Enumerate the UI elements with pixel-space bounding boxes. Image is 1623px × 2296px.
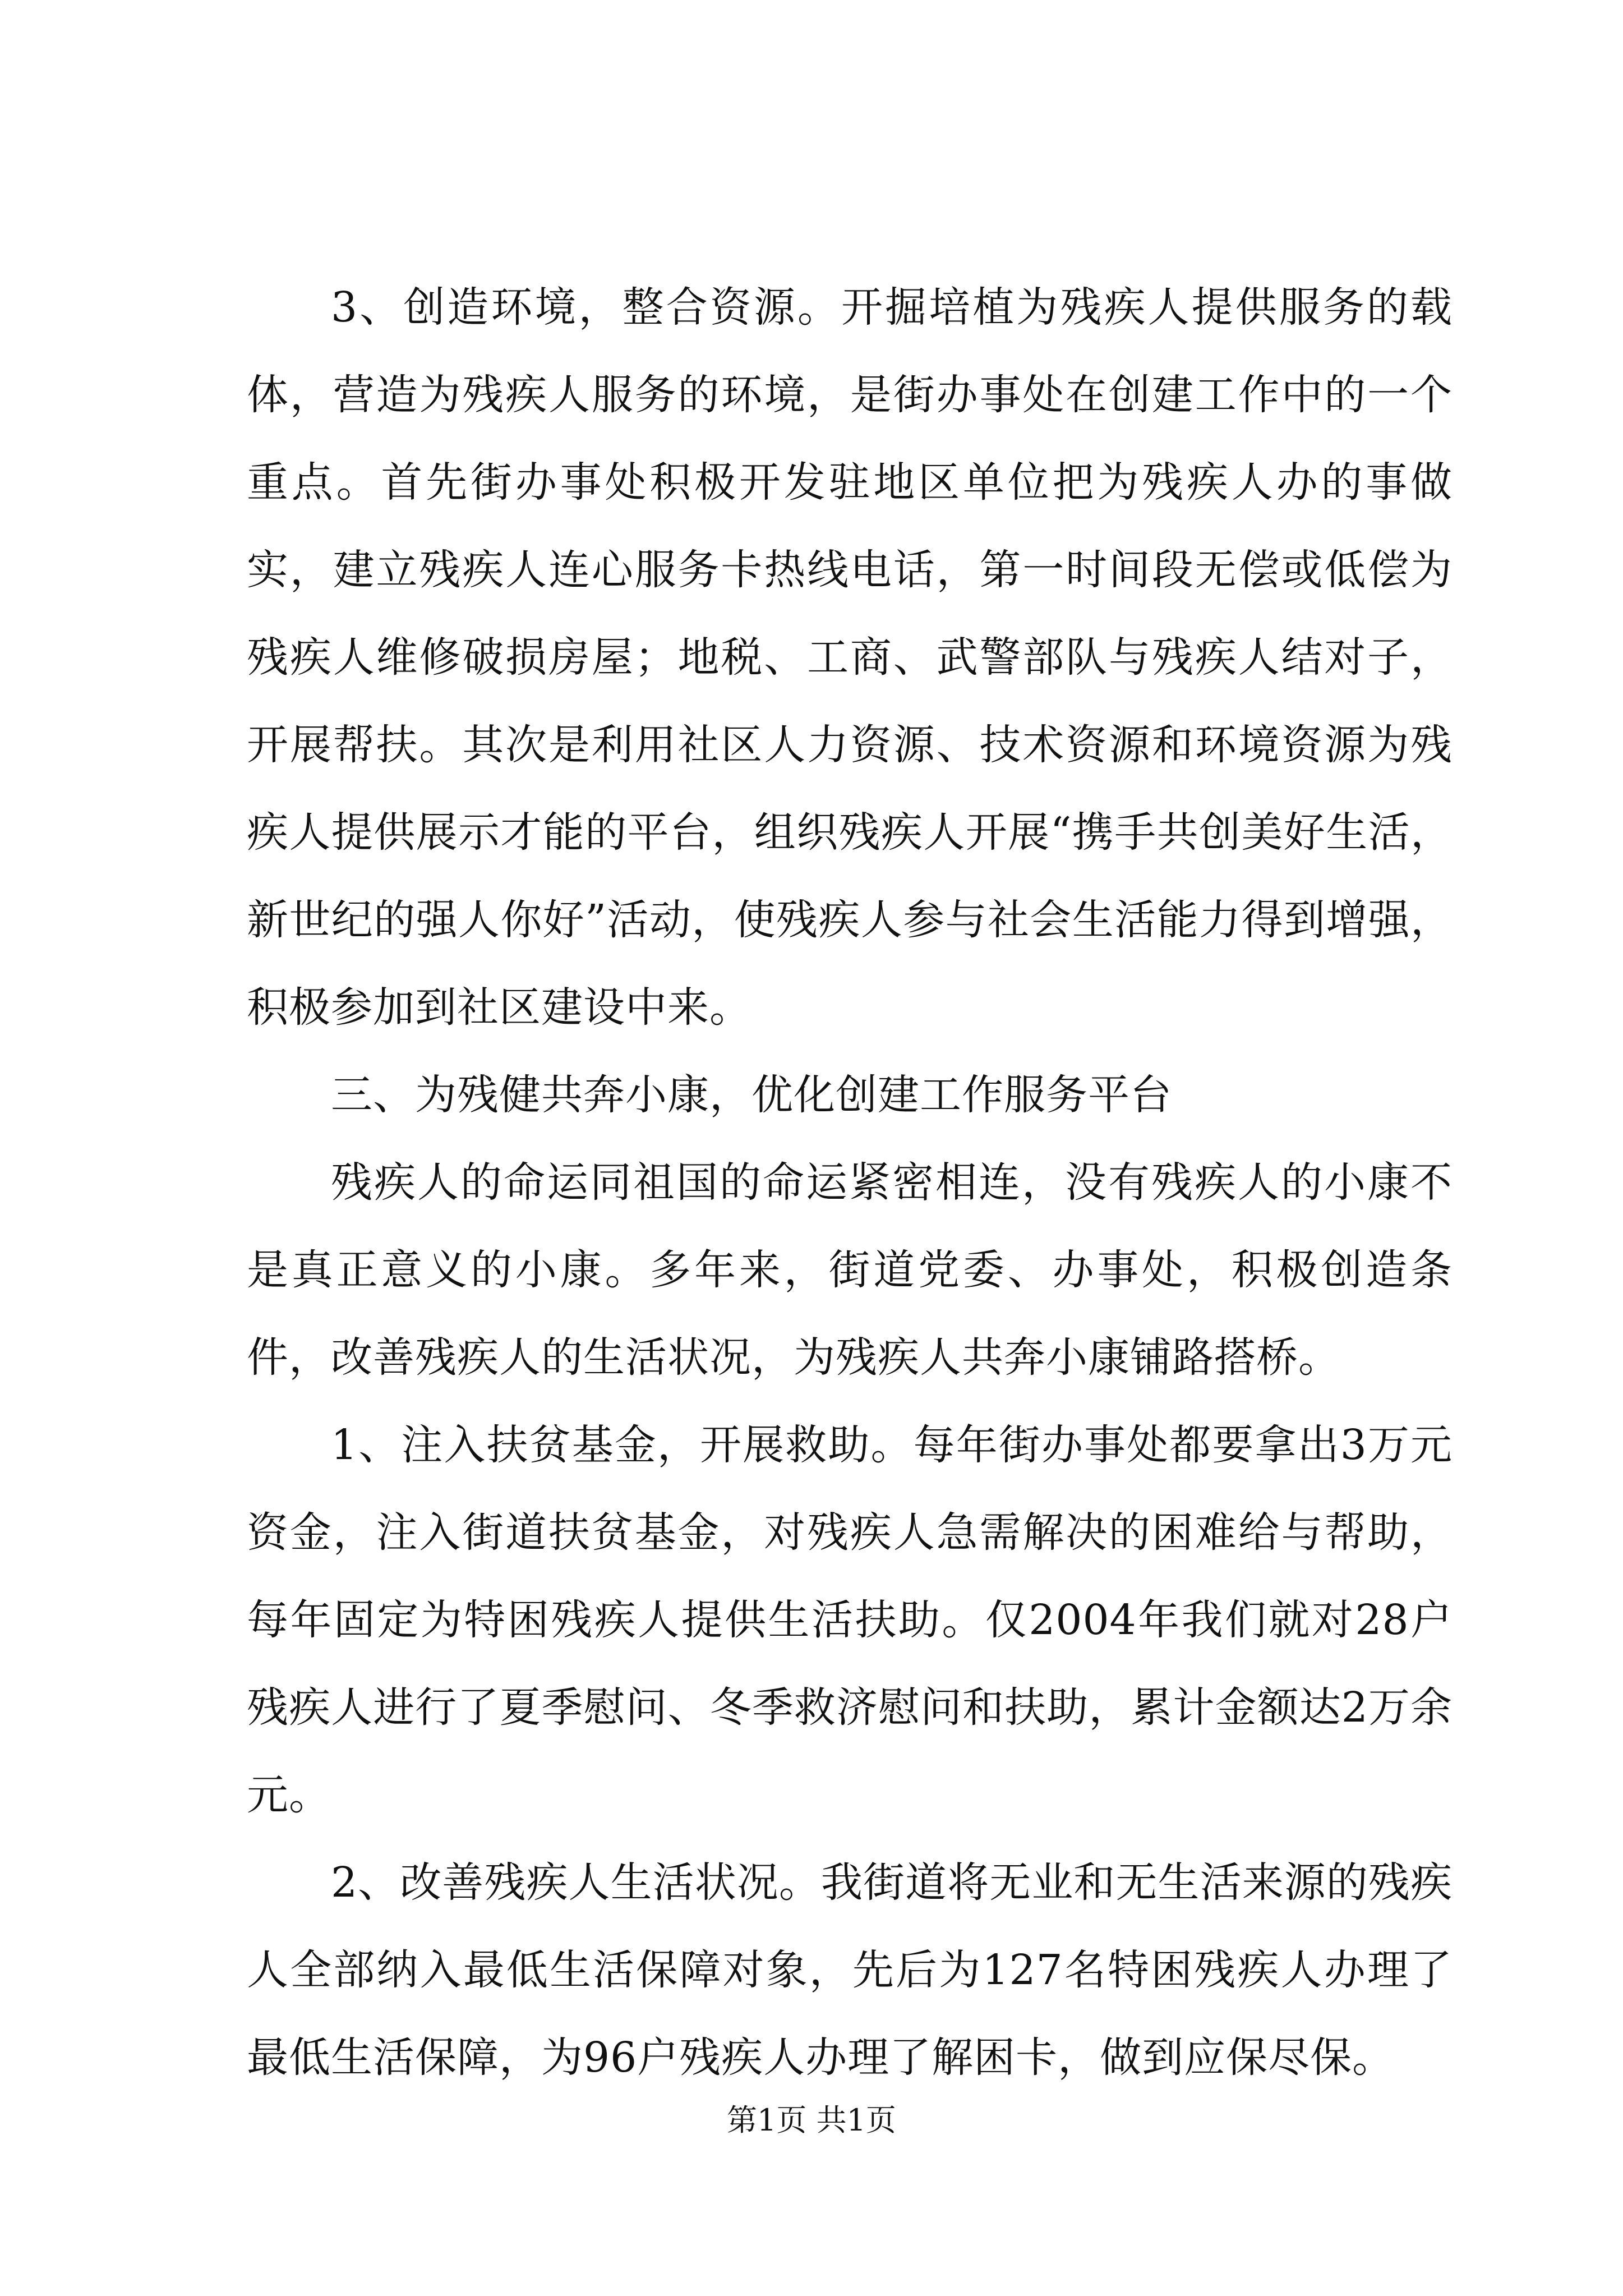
page-footer: 第1页 共1页 (727, 2102, 896, 2138)
paragraph-item-3: 3、创造环境，整合资源。开掘培植为残疾人提供服务的载体，营造为残疾人服务的环境，是街办事处在创建工作中的一个重点。首先街办事处积极开发驻地区单位把为残疾人办的事做实，建立残疾人连心服务卡热线电话，第一时间段无偿或低偿为残疾人维修破损房屋；地税、工商、武警部队与残疾人结对子，开展帮扶。其次是利用社区人力资源、技术资源和环境资源为残疾人提供展示才能的平台，组织残疾人开展“携手共创美好生活，新世纪的强人你好”活动，使残疾人参与社会生活能力得到增强，积极参加到社区建设中来。 (247, 283, 1453, 1032)
paragraph-item-2: 2、改善残疾人生活状况。我街道将无业和无生活来源的残疾人全部纳入最低生活保障对象，先后为127名特困残疾人办理了最低生活保障，为96户残疾人办理了解困卡，做到应保尽保。 (247, 1858, 1453, 2082)
paragraph-item-1: 1、注入扶贫基金，开展救助。每年街办事处都要拿出3万元资金，注入街道扶贫基金，对残疾人急需解决的困难给与帮助，每年固定为特困残疾人提供生活扶助。仅2004年我们就对28户残疾人进行了夏季慰问、冬季救济慰问和扶助，累计金额达2万余元。 (247, 1421, 1453, 1819)
section-heading-3: 三、为残健共奔小康，优化创建工作服务平台 (331, 1071, 1172, 1119)
document-body (247, 264, 1453, 2101)
paragraph-section-intro: 残疾人的命运同祖国的命运紧密相连，没有残疾人的小康不是真正意义的小康。多年来，街道党委、办事处，积极创造条件，改善残疾人的生活状况，为残疾人共奔小康铺路搭桥。 (247, 1158, 1453, 1382)
